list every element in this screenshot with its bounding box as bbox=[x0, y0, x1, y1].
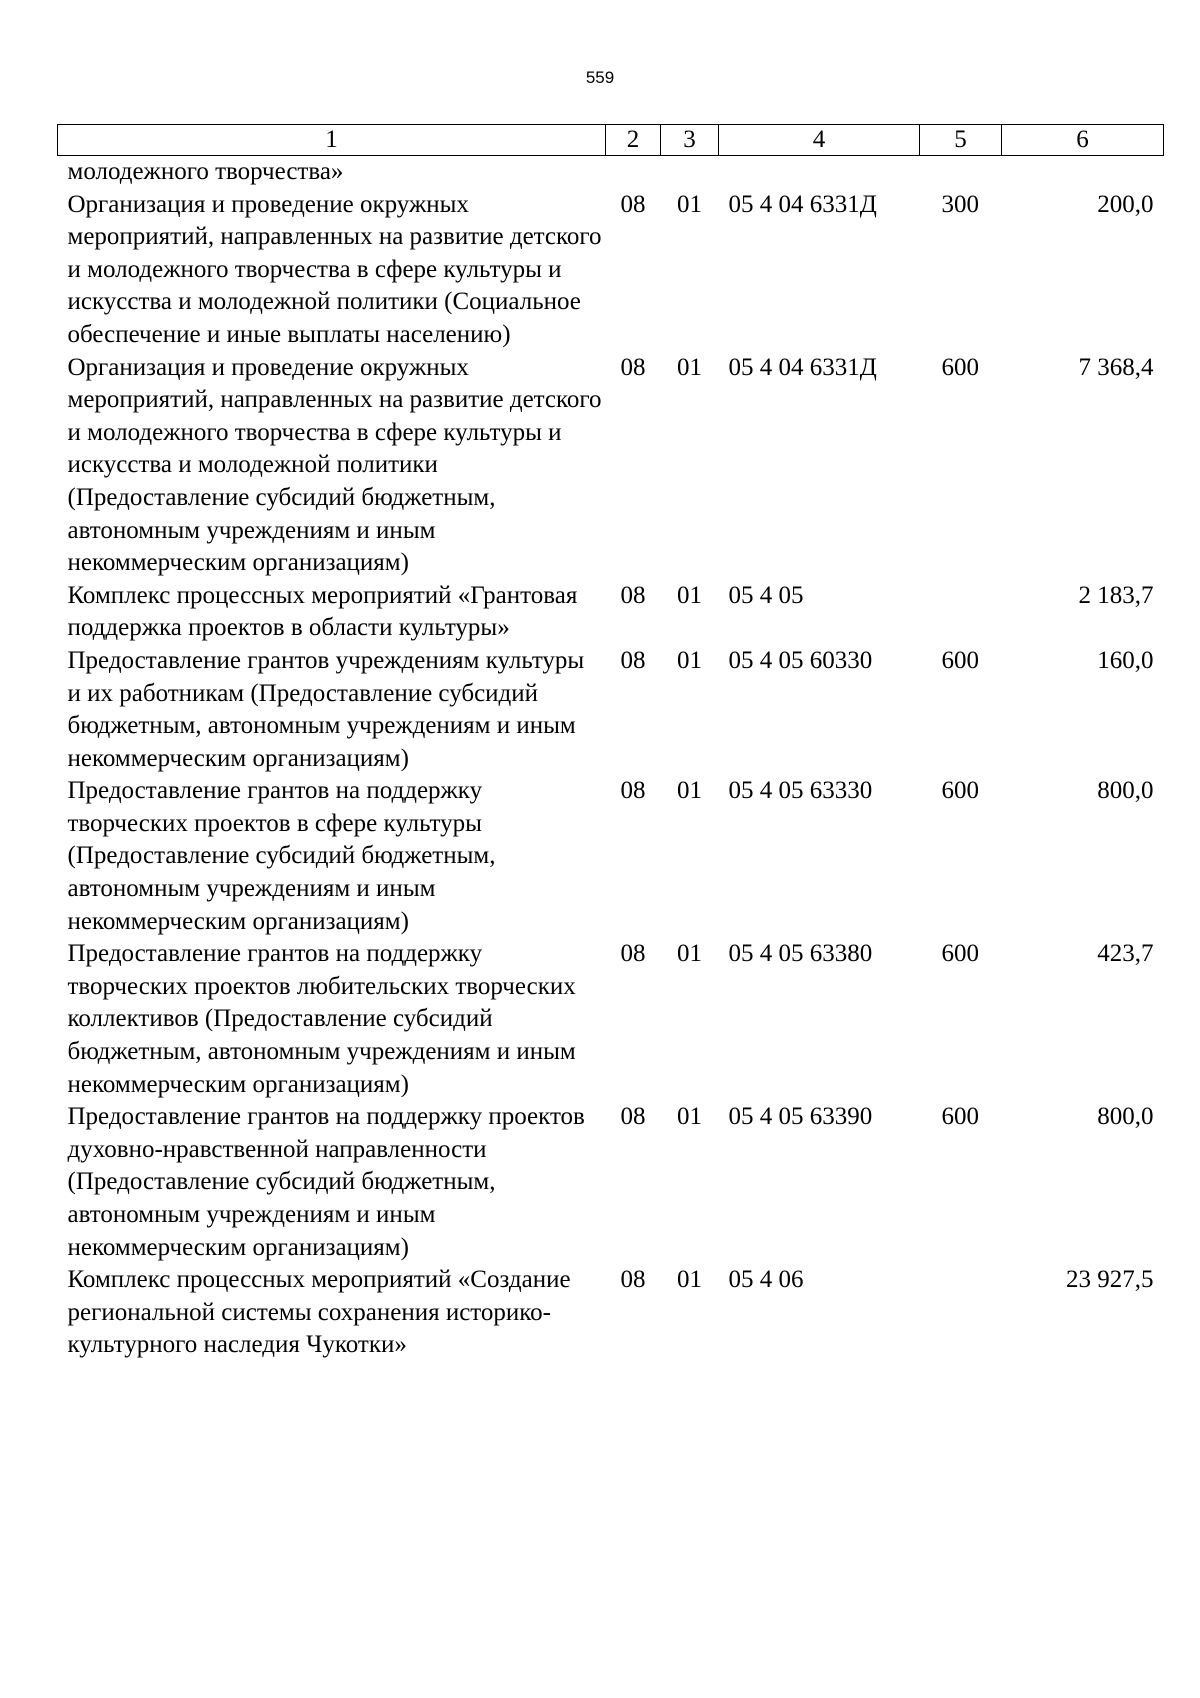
header-col-1: 1 bbox=[58, 125, 606, 156]
row-subsection: 01 bbox=[677, 1266, 702, 1294]
table-row bbox=[58, 1101, 1164, 1264]
row-expense-type bbox=[920, 580, 1002, 645]
row-expense-type: 600 bbox=[941, 1103, 979, 1131]
row-subsection: 01 bbox=[677, 940, 702, 968]
row-target-article: 05 4 05 63380 bbox=[728, 940, 873, 968]
row-amount: 7 368,4 bbox=[1078, 353, 1154, 381]
table-row bbox=[58, 580, 1164, 645]
row-name: Предоставление грантов на поддержку творческих проектов любительских творческих коллективов (Предоставление субсидий бюджетным, автономным учреждениям и иным некоммерческим организациям) bbox=[67, 940, 576, 1098]
row-target-article: 05 4 04 6331Д bbox=[728, 353, 877, 381]
table-row bbox=[58, 189, 1164, 352]
row-expense-type bbox=[920, 1264, 1002, 1362]
row-subsection: 01 bbox=[677, 646, 702, 674]
table-row bbox=[58, 938, 1164, 1101]
row-name: Комплекс процессных мероприятий «Грантовая поддержка проектов в области культуры» bbox=[67, 581, 578, 642]
row-subsection: 01 bbox=[677, 777, 702, 805]
row-expense-type bbox=[920, 156, 1002, 189]
row-amount: 160,0 bbox=[1097, 646, 1154, 674]
page-number: 559 bbox=[585, 68, 615, 87]
row-target-article: 05 4 05 bbox=[728, 581, 804, 609]
row-subsection bbox=[661, 156, 719, 189]
header-col-6: 6 bbox=[1002, 125, 1164, 156]
table-row bbox=[58, 1264, 1164, 1362]
row-name: Организация и проведение окружных мероприятий, направленных на развитие детского и молодежного творчества в сфере культуры и искусства и молодежной политики (Социальное обеспечение и иные выплаты населению) bbox=[67, 190, 602, 348]
budget-table-container bbox=[57, 124, 1163, 1362]
row-amount: 200,0 bbox=[1097, 190, 1154, 218]
header-col-5: 5 bbox=[920, 125, 1002, 156]
row-subsection: 01 bbox=[677, 581, 702, 609]
header-col-2: 2 bbox=[606, 125, 661, 156]
row-amount: 23 927,5 bbox=[1066, 1266, 1154, 1294]
table-row bbox=[58, 352, 1164, 580]
row-name: молодежного творчества» bbox=[67, 158, 344, 185]
row-amount: 800,0 bbox=[1097, 777, 1154, 805]
row-name: Комплекс процессных мероприятий «Создание региональной системы сохранения историко-культурного наследия Чукотки» bbox=[67, 1266, 571, 1359]
row-section: 08 bbox=[620, 353, 646, 381]
row-amount: 2 183,7 bbox=[1078, 581, 1154, 609]
row-name: Предоставление грантов на поддержку проектов духовно-нравственной направленности (Предоставление субсидий бюджетным, автономным учреждениям и иным некоммерческим организациям) bbox=[67, 1103, 585, 1261]
row-target-article: 05 4 05 63330 bbox=[728, 777, 873, 805]
row-section: 08 bbox=[620, 940, 646, 968]
table-row bbox=[58, 156, 1164, 189]
row-name: Предоставление грантов на поддержку творческих проектов в сфере культуры (Предоставление субсидий бюджетным, автономным учреждениям и иным некоммерческим организациям) bbox=[67, 777, 496, 935]
header-col-4: 4 bbox=[719, 125, 920, 156]
row-target-article: 05 4 06 bbox=[728, 1266, 804, 1294]
row-target-article: 05 4 05 60330 bbox=[728, 646, 873, 674]
table-row bbox=[58, 645, 1164, 775]
row-section bbox=[606, 156, 661, 189]
header-row bbox=[58, 125, 1164, 156]
row-name: Организация и проведение окружных мероприятий, направленных на развитие детского и молодежного творчества в сфере культуры и искусства и молодежной политики (Предоставление субсидий бюджетным, автономным учреждениям и иным некоммерческим организациям) bbox=[67, 353, 602, 577]
row-name: Предоставление грантов учреждениям культуры и их работникам (Предоставление субсидий бюджетным, автономным учреждениям и иным некоммерческим организациям) bbox=[67, 646, 585, 772]
row-amount: 423,7 bbox=[1097, 940, 1154, 968]
row-target-article: 05 4 05 63390 bbox=[728, 1103, 873, 1131]
row-target-article: 05 4 04 6331Д bbox=[728, 190, 877, 218]
table-row bbox=[58, 775, 1164, 938]
row-section: 08 bbox=[620, 646, 646, 674]
row-expense-type: 600 bbox=[941, 940, 979, 968]
row-amount: 800,0 bbox=[1097, 1103, 1154, 1131]
row-expense-type: 600 bbox=[941, 353, 979, 381]
budget-table bbox=[57, 124, 1164, 1362]
row-expense-type: 600 bbox=[941, 646, 979, 674]
row-target-article bbox=[719, 156, 920, 189]
row-subsection: 01 bbox=[677, 190, 702, 218]
row-subsection: 01 bbox=[677, 353, 702, 381]
header-col-3: 3 bbox=[661, 125, 719, 156]
row-expense-type: 600 bbox=[941, 777, 979, 805]
row-section: 08 bbox=[620, 1103, 646, 1131]
row-subsection: 01 bbox=[677, 1103, 702, 1131]
row-section: 08 bbox=[620, 1266, 646, 1294]
row-amount bbox=[1002, 156, 1164, 189]
row-section: 08 bbox=[620, 190, 646, 218]
row-section: 08 bbox=[620, 581, 646, 609]
row-section: 08 bbox=[620, 777, 646, 805]
row-expense-type: 300 bbox=[941, 190, 979, 218]
